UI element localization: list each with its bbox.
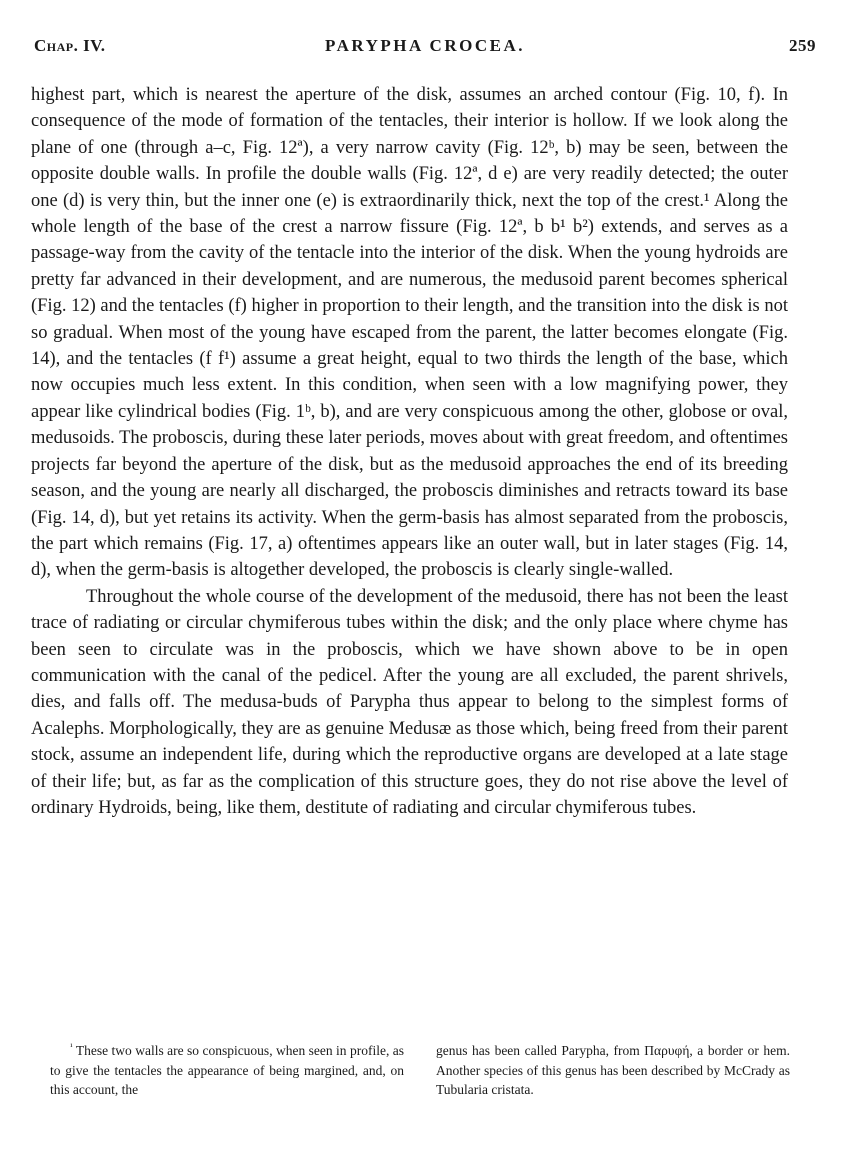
chapter-label: Chap. IV.: [34, 36, 106, 55]
footnote-column-left: [50, 1041, 404, 1100]
page-number: 259: [789, 36, 816, 55]
running-title: PARYPHA CROCEA.: [325, 36, 525, 55]
body-text: [31, 82, 788, 821]
footnote-column-right: [436, 1041, 790, 1100]
footnote-marker: ¹: [70, 1041, 73, 1052]
running-header: [34, 36, 816, 60]
paragraph-1: highest part, which is nearest the aperture of the disk, assumes an arched contour (Fig. 10, f). In consequence of the mode of formation of the tentacles, their interior is hollow. If we look along the plane of one (through a–c, Fig. 12ª), a very narrow cavity (Fig. 12ᵇ, b) may be seen, between the opposite double walls. In profile the double walls (Fig. 12ª, d e) are very readily detected; the outer one (d) is very thin, but the inner one (e) is extraordinarily thick, next the top of the crest.¹ Along the whole length of the base of the crest a narrow fissure (Fig. 12ª, b b¹ b²) extends, and serves as a passage-way from the cavity of the tentacle into the interior of the disk. When the young hydroids are pretty far advanced in their development, and are numerous, the medusoid parent becomes spherical (Fig. 12) and the tentacles (f) higher in proportion to their length, and the transition into the disk is not so gradual. When most of the young have escaped from the parent, the latter becomes elongate (Fig. 14), and the tentacles (f f¹) assume a great height, equal to two thirds the length of the base, which now occupies much less extent. In this condition, when seen with a low magnifying power, they appear like cylindrical bodies (Fig. 1ᵇ, b), and are very conspicuous among the other, globose or oval, medusoids. The proboscis, during these later periods, moves about with great freedom, and oftentimes projects far beyond the aperture of the disk, but as the medusoid approaches the end of its breeding season, and the young are nearly all discharged, the proboscis diminishes and retracts toward its base (Fig. 14, d), but yet retains its activity. When the germ-basis has almost separated from the proboscis, the part which remains (Fig. 17, a) oftentimes appears like an outer wall, but in later stages (Fig. 14, d), when the germ-basis is altogether developed, the proboscis is clearly single-walled.: [31, 85, 788, 581]
footnote-text-right: genus has been called Parypha, from Παρυφή, a border or hem. Another species of this genus has been described by McCrady as Tubularia cristata.: [436, 1043, 790, 1097]
footnote-text-left: These two walls are so conspicuous, when seen in profile, as to give the tentacles the appearance of being margined, and, on this account, the: [50, 1043, 404, 1097]
paragraph-2: Throughout the whole course of the development of the medusoid, there has not been the least trace of radiating or circular chymiferous tubes within the disk; and the only place where chyme has been seen to circulate was in the proboscis, which we have shown above to be in open communication with the canal of the pedicel. After the young are all excluded, the parent shrivels, dies, and falls off. The medusa-buds of Parypha thus appear to belong to the simplest forms of Acalephs. Morphologically, they are as genuine Medusæ as those which, being freed from their parent stock, assume an independent life, during which the reproductive organs are developed at a late stage of their life; but, as far as the complication of this structure goes, they do not rise above the level of ordinary Hydroids, being, like them, destitute of radiating and circular chymiferous tubes.: [31, 586, 788, 818]
footnote: [50, 1041, 790, 1100]
